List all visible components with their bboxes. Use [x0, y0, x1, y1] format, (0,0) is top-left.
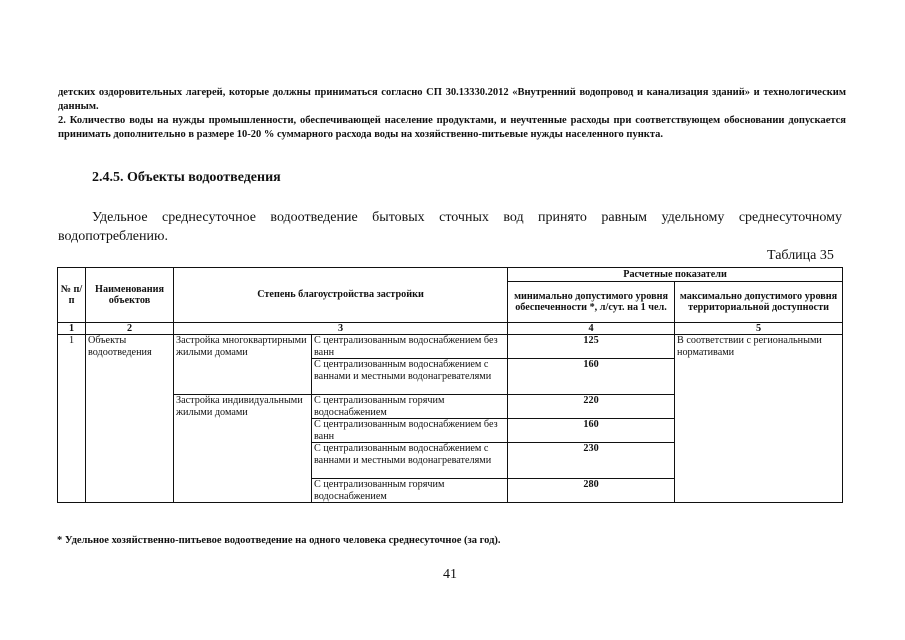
section-heading: 2.4.5. Объекты водоотведения	[92, 170, 281, 185]
table-caption: Таблица 35	[767, 248, 834, 263]
item-desc: С централизованным водоснабжением без ванн	[312, 335, 508, 359]
row-num: 1	[58, 335, 86, 503]
header-max: максимально допустимого уровня территориальной доступности	[675, 282, 843, 323]
row-name: Объекты водоотведения	[86, 335, 174, 503]
col-number: 3	[174, 323, 508, 335]
col-number: 5	[675, 323, 843, 335]
col-number: 2	[86, 323, 174, 335]
table-footnote: * Удельное хозяйственно-питьевое водоотведение на одного человека среднесуточное (за год).	[57, 535, 501, 546]
page-number: 41	[443, 567, 457, 582]
group-type: Застройка многоквартирными жилыми домами	[174, 335, 312, 395]
item-value: 160	[508, 359, 675, 395]
header-min: минимально допустимого уровня обеспеченности *, л/сут. на 1 чел.	[508, 282, 675, 323]
item-desc: С централизованным горячим водоснабжением	[312, 479, 508, 503]
item-value: 280	[508, 479, 675, 503]
intro-line-2: 2. Количество воды на нужды промышленности, обеспечивающей население продуктами, и неучтенные расходы при соответствующем обосновании допускается принимать дополнительно в размере 10-20 % суммарного расхода воды на хозяйственно-питьевые нужды населенного пункта.	[58, 115, 846, 140]
col-number: 4	[508, 323, 675, 335]
header-degree: Степень благоустройства застройки	[174, 268, 508, 323]
item-desc: С централизованным горячим водоснабжением	[312, 395, 508, 419]
header-name: Наименования объектов	[86, 268, 174, 323]
header-calc: Расчетные показатели	[508, 268, 843, 282]
item-value: 220	[508, 395, 675, 419]
row-max-value: В соответствии с региональными нормативами	[675, 335, 843, 503]
intro-text	[58, 86, 846, 142]
item-value: 125	[508, 335, 675, 359]
norms-table	[57, 267, 843, 503]
item-desc: С централизованным водоснабжением с ваннами и местными водонагревателями	[312, 359, 508, 395]
header-num: № п/п	[58, 268, 86, 323]
item-value: 230	[508, 443, 675, 479]
item-desc: С централизованным водоснабжением без ванн	[312, 419, 508, 443]
item-value: 160	[508, 419, 675, 443]
item-desc: С централизованным водоснабжением с ваннами и местными водонагревателями	[312, 443, 508, 479]
table-row	[58, 335, 843, 359]
col-number: 1	[58, 323, 86, 335]
group-type: Застройка индивидуальными жилыми домами	[174, 395, 312, 503]
body-paragraph: Удельное среднесуточное водоотведение бытовых сточных вод принято равным удельному среднесуточному водопотреблению.	[58, 210, 842, 244]
intro-line-1: детских оздоровительных лагерей, которые должны приниматься согласно СП 30.13330.2012 «Внутренний водопровод и канализация зданий» и технологическим данным.	[58, 87, 846, 112]
